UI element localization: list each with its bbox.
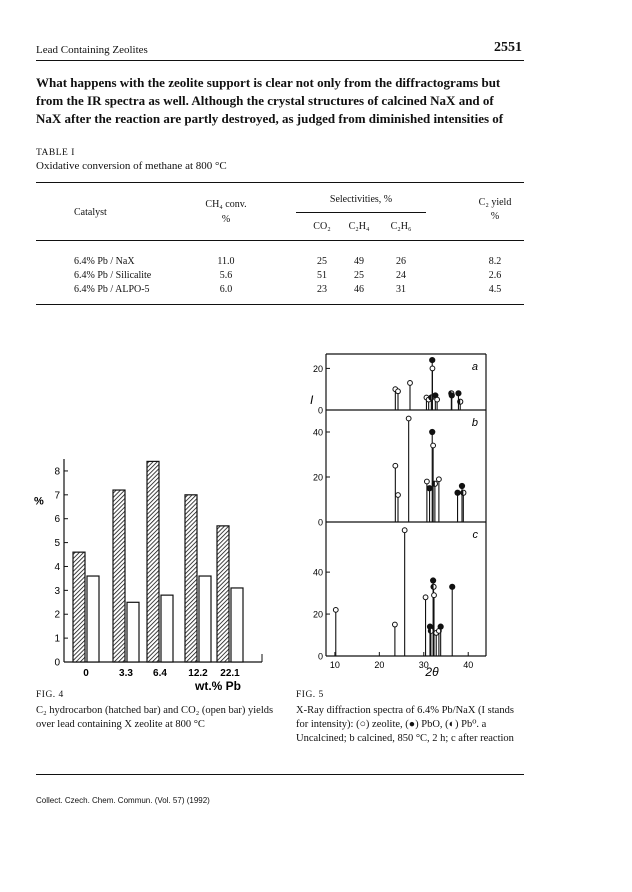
table-header-rule bbox=[36, 240, 524, 241]
fig5-caption: X-Ray diffraction spectra of 6.4% Pb/NaX (I stands for intensity): (○) zeolite, (●) PbO, (◐) Pb⁰. a Uncalcined; b calcined, 850 °C, 2 h; c after reaction bbox=[296, 705, 514, 744]
cell-c2h6: 26 bbox=[396, 256, 406, 267]
cell-co2: 23 bbox=[317, 284, 327, 295]
y-axis-label: % bbox=[34, 495, 44, 508]
cell-yield: 8.2 bbox=[488, 256, 502, 267]
y-tick-label: 5 bbox=[54, 538, 60, 550]
header-catalyst: Catalyst bbox=[74, 207, 107, 218]
body-line: NaX after the reaction are partly destroyed, as judged from diminished intensities of bbox=[36, 111, 504, 126]
y-tick-label: 8 bbox=[54, 466, 60, 478]
cell-c2h4: 25 bbox=[354, 270, 364, 281]
pbo-marker bbox=[456, 391, 461, 396]
fig4-bar-chart bbox=[30, 440, 280, 698]
x-tick-label: 3.3 bbox=[119, 668, 133, 679]
y-axis-label: I bbox=[310, 393, 314, 407]
header-rule bbox=[36, 60, 524, 61]
c2-hydrocarbon-bar bbox=[147, 461, 159, 662]
co2-bar bbox=[161, 595, 173, 662]
table-top-rule bbox=[36, 182, 524, 183]
zeolite-marker bbox=[402, 528, 407, 533]
cell-yield: 4.5 bbox=[488, 284, 502, 295]
y-tick-label: 4 bbox=[54, 561, 60, 573]
zeolite-marker bbox=[392, 622, 397, 627]
y-tick-label: 20 bbox=[312, 609, 323, 620]
x-tick-label: 30 bbox=[418, 660, 429, 670]
pbo-marker bbox=[459, 483, 464, 488]
y-tick-label: 1 bbox=[54, 633, 60, 645]
zeolite-marker bbox=[435, 397, 440, 402]
table-caption: Oxidative conversion of methane at 800 °C bbox=[36, 160, 227, 172]
header-co2: CO₂ bbox=[313, 221, 331, 232]
header-c2h6: C₂H₆ bbox=[390, 221, 412, 232]
cell-conv: 11.0 bbox=[217, 256, 235, 267]
y-tick-label: 0 bbox=[317, 405, 323, 416]
x-tick-label: 12.2 bbox=[188, 668, 208, 679]
x-tick-label: 22.1 bbox=[220, 668, 240, 679]
fig4-label: FIG. 4 bbox=[36, 690, 64, 700]
x-tick-label: 20 bbox=[374, 660, 385, 670]
c2-hydrocarbon-bar bbox=[73, 552, 85, 662]
pbo-marker bbox=[427, 486, 432, 491]
cell-conv: 5.6 bbox=[219, 270, 233, 281]
cell-c2h4: 49 bbox=[354, 256, 364, 267]
x-tick-label: 6.4 bbox=[153, 668, 167, 679]
y-tick-label: 0 bbox=[317, 517, 323, 528]
co2-bar bbox=[199, 576, 211, 662]
cell-co2: 51 bbox=[317, 270, 327, 281]
pbo-marker bbox=[450, 584, 455, 589]
panel-letter: a bbox=[471, 361, 478, 373]
pbo-marker bbox=[455, 490, 460, 495]
y-tick-label: 20 bbox=[312, 363, 323, 374]
header-c2-yield-unit: % bbox=[490, 211, 500, 222]
header-selectivities: Selectivities, % bbox=[329, 194, 393, 205]
pbo-marker bbox=[449, 393, 454, 398]
zeolite-marker bbox=[436, 477, 441, 482]
header-ch4-unit: % bbox=[221, 214, 231, 225]
c2-hydrocarbon-bar bbox=[113, 490, 125, 662]
x-axis-label: wt.% Pb bbox=[194, 679, 242, 693]
y-tick-label: 40 bbox=[312, 567, 323, 578]
zeolite-marker bbox=[396, 389, 401, 394]
running-head: Lead Containing Zeolites bbox=[36, 44, 148, 56]
pbo-marker bbox=[431, 578, 436, 583]
zeolite-marker bbox=[423, 595, 428, 600]
footer-citation: Collect. Czech. Chem. Commun. (Vol. 57) (1992) bbox=[36, 796, 210, 805]
y-tick-label: 3 bbox=[54, 585, 60, 597]
cell-catalyst: 6.4% Pb / NaX bbox=[74, 256, 135, 267]
c2-hydrocarbon-bar bbox=[185, 495, 197, 662]
c2-hydrocarbon-bar bbox=[217, 526, 229, 662]
x-axis-label: 2θ bbox=[425, 665, 439, 679]
zeolite-marker bbox=[430, 366, 435, 371]
zeolite-marker bbox=[396, 493, 401, 498]
cell-conv: 6.0 bbox=[219, 284, 233, 295]
cell-c2h6: 24 bbox=[396, 270, 406, 281]
cell-catalyst: 6.4% Pb / Silicalite bbox=[74, 270, 152, 281]
header-c2h4: C₂H₄ bbox=[348, 221, 370, 232]
y-tick-label: 40 bbox=[312, 427, 323, 438]
co2-bar bbox=[231, 588, 243, 662]
page-number: 2551 bbox=[494, 40, 522, 55]
y-tick-label: 6 bbox=[54, 514, 60, 526]
body-line: What happens with the zeolite support is clear not only from the diffractograms but bbox=[36, 75, 501, 90]
body-paragraph bbox=[36, 74, 524, 128]
pbo-marker bbox=[430, 357, 435, 362]
y-tick-label: 0 bbox=[54, 657, 60, 669]
co2-bar bbox=[127, 602, 139, 662]
zeolite-marker bbox=[431, 443, 436, 448]
footer-rule bbox=[36, 774, 524, 775]
x-tick-label: 0 bbox=[83, 668, 89, 679]
cell-co2: 25 bbox=[317, 256, 327, 267]
header-ch4-conv: CH₄ conv. bbox=[205, 199, 247, 210]
zeolite-marker bbox=[424, 479, 429, 484]
table-label: TABLE I bbox=[36, 148, 75, 158]
x-tick-label: 40 bbox=[463, 660, 474, 670]
body-line: from the IR spectra as well. Although the crystal structures of calcined NaX and of bbox=[36, 93, 494, 108]
selectivities-rule bbox=[296, 212, 426, 213]
y-tick-label: 0 bbox=[317, 651, 323, 662]
co2-bar bbox=[87, 576, 99, 662]
cell-yield: 2.6 bbox=[488, 270, 502, 281]
cell-c2h4: 46 bbox=[354, 284, 364, 295]
zeolite-marker bbox=[333, 607, 338, 612]
table-bottom-rule bbox=[36, 304, 524, 305]
fig4-caption: C₂ hydrocarbon (hatched bar) and CO₂ (open bar) yields over lead containing X zeolite at 800 °C bbox=[36, 705, 274, 730]
y-tick-label: 20 bbox=[312, 472, 323, 483]
zeolite-marker bbox=[408, 381, 413, 386]
y-tick-label: 2 bbox=[54, 609, 60, 621]
pbo-marker bbox=[430, 429, 435, 434]
fig5-label: FIG. 5 bbox=[296, 690, 324, 700]
zeolite-marker bbox=[406, 416, 411, 421]
panel-letter: b bbox=[471, 417, 478, 429]
pbo-marker bbox=[438, 624, 443, 629]
cell-c2h6: 31 bbox=[396, 284, 406, 295]
zeolite-marker bbox=[432, 593, 437, 598]
y-tick-label: 7 bbox=[54, 490, 60, 502]
panel-letter: c bbox=[472, 529, 478, 541]
fig5-xrd-spectra bbox=[300, 346, 500, 686]
x-tick-label: 10 bbox=[329, 660, 340, 670]
cell-catalyst: 6.4% Pb / ALPO-5 bbox=[74, 284, 150, 295]
header-c2-yield: C₂ yield bbox=[478, 197, 512, 208]
zeolite-marker bbox=[393, 463, 398, 468]
